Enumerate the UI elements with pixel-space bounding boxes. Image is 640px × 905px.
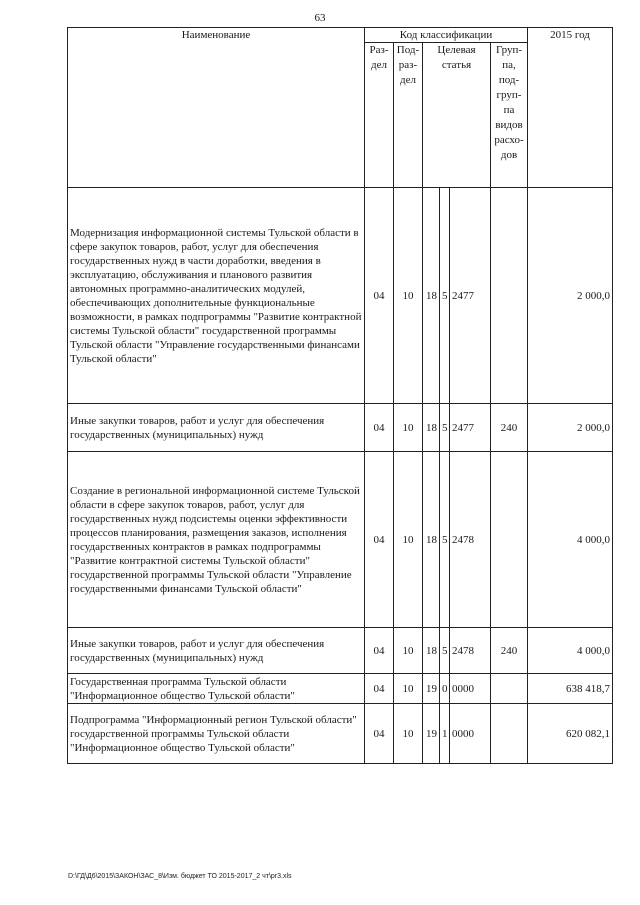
row-group: 240 — [491, 404, 528, 452]
row-group: 240 — [491, 628, 528, 674]
table-row — [68, 628, 613, 674]
row-group — [491, 674, 528, 704]
row-group — [491, 704, 528, 764]
row-podrazdel: 10 — [394, 704, 423, 764]
row-amount: 638 418,7 — [528, 674, 613, 704]
row-name: Иные закупки товаров, работ и услуг для обеспечения государственных (муниципальных) нужд — [68, 628, 365, 674]
table-body — [68, 188, 613, 764]
row-target-subprogram: 5 — [440, 628, 450, 674]
row-target-subprogram: 5 — [440, 188, 450, 404]
row-podrazdel: 10 — [394, 188, 423, 404]
row-target-subprogram: 5 — [440, 404, 450, 452]
row-name: Иные закупки товаров, работ и услуг для обеспечения государственных (муниципальных) нужд — [68, 404, 365, 452]
budget-table — [67, 27, 613, 764]
header-year: 2015 год — [528, 28, 613, 188]
row-razdel: 04 — [365, 628, 394, 674]
header-target: Целевая статья — [423, 43, 491, 188]
row-target-item: 2477 — [450, 188, 491, 404]
row-target-program: 18 — [423, 628, 440, 674]
file-path-footer: D:\ГД\Д6\2015\ЗАКОН\ЗАС_8\Изм. бюджет ТО 2015-2017_2 чт\pr3.xls — [68, 873, 292, 880]
row-group — [491, 452, 528, 628]
header-group: Груп- па, под- груп- па видов расхо- дов — [491, 43, 528, 188]
header-razdel: Раз- дел — [365, 43, 394, 188]
table-row — [68, 188, 613, 404]
row-razdel: 04 — [365, 704, 394, 764]
row-razdel: 04 — [365, 188, 394, 404]
row-name: Модернизация информационной системы Тульской области в сфере закупок товаров, работ, услуг для обеспечения государственных нужд в части доработки, введения в эксплуатацию, обслуживания и планового развития автономных программно-аналитических модулей, обеспечивающих дополнительные функциональные возможности, в рамках подпрограммы "Развитие контрактной системы Тульской области" государственной программы Тульской области "Управление государственными финансами Тульской области" — [68, 188, 365, 404]
row-amount: 2 000,0 — [528, 188, 613, 404]
row-name: Подпрограмма "Информационный регион Тульской области" государственной программы Тульской области "Информационное общество Тульской области" — [68, 704, 365, 764]
row-target-program: 19 — [423, 674, 440, 704]
table-row — [68, 674, 613, 704]
table-row — [68, 404, 613, 452]
row-group — [491, 188, 528, 404]
row-target-subprogram: 5 — [440, 452, 450, 628]
row-podrazdel: 10 — [394, 452, 423, 628]
row-podrazdel: 10 — [394, 628, 423, 674]
row-razdel: 04 — [365, 674, 394, 704]
row-target-item: 0000 — [450, 704, 491, 764]
row-amount: 620 082,1 — [528, 704, 613, 764]
row-target-item: 2477 — [450, 404, 491, 452]
table-row — [68, 704, 613, 764]
header-podrazdel: Под- раз- дел — [394, 43, 423, 188]
row-razdel: 04 — [365, 452, 394, 628]
row-razdel: 04 — [365, 404, 394, 452]
row-podrazdel: 10 — [394, 674, 423, 704]
row-amount: 4 000,0 — [528, 452, 613, 628]
row-target-program: 19 — [423, 704, 440, 764]
row-amount: 4 000,0 — [528, 628, 613, 674]
page-number: 63 — [314, 12, 326, 24]
row-target-program: 18 — [423, 188, 440, 404]
row-target-program: 18 — [423, 404, 440, 452]
row-target-program: 18 — [423, 452, 440, 628]
table-row — [68, 452, 613, 628]
row-target-subprogram: 1 — [440, 704, 450, 764]
row-amount: 2 000,0 — [528, 404, 613, 452]
row-podrazdel: 10 — [394, 404, 423, 452]
row-target-item: 2478 — [450, 452, 491, 628]
row-target-item: 0000 — [450, 674, 491, 704]
row-target-subprogram: 0 — [440, 674, 450, 704]
header-name: Наименование — [68, 28, 365, 188]
row-name: Государственная программа Тульской области "Информационное общество Тульской области" — [68, 674, 365, 704]
row-name: Создание в региональной информационной системе Тульской области в сфере закупок товаров, работ, услуг для государственных нужд подсистемы оценки эффективности процессов планирования, размещения заказов, исполнения государственных контрактов в рамках подпрограммы "Развитие контрактной системы Тульской области" государственной программы Тульской области "Управление государственными финансами Тульской области" — [68, 452, 365, 628]
header-code-group: Код классификации — [365, 28, 528, 43]
row-target-item: 2478 — [450, 628, 491, 674]
